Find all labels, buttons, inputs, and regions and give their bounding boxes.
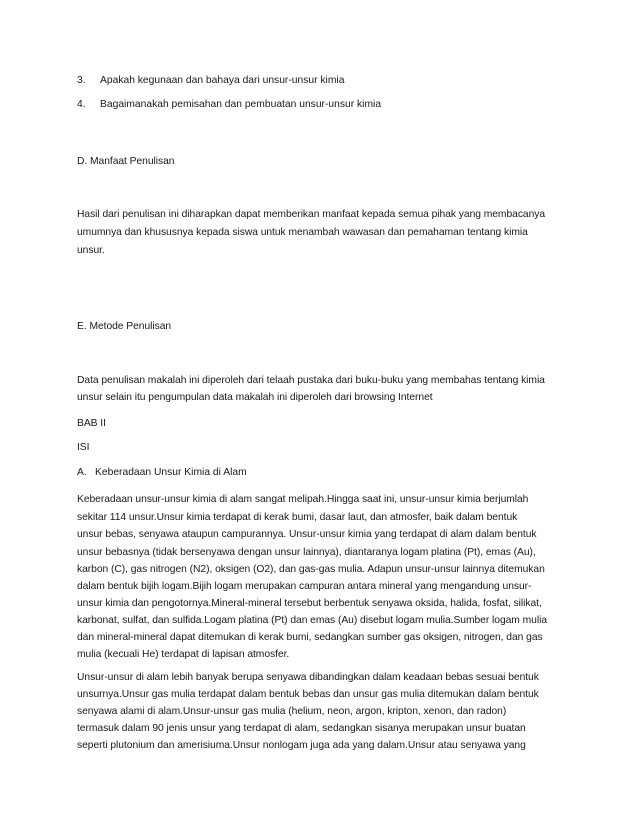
paragraph-line: dalam bentuk bijih logam.Bijih logam merupakan campuran antara mineral yang mengandung unsur- [77, 581, 532, 592]
section-a-letter: A. [77, 467, 87, 478]
paragraph-line: dan mineral-mineral dapat ditemukan di kerak bumi, sedangkan sumber gas oksigen, nitrogen, dan gas [77, 632, 543, 643]
list-item-text: Bagaimanakah pemisahan dan pembuatan unsur-unsur kimia [100, 99, 382, 110]
paragraph-line: unsur bebasnya (tidak bersenyawa dengan unsur lainnya), diantaranya logam platina (Pt), emas (Au), [77, 547, 536, 558]
paragraph-line: Unsur-unsur di alam lebih banyak berupa senyawa dibandingkan dalam keadaan bebas sesuai bentuk [77, 672, 539, 683]
section-e-line: Data penulisan makalah ini diperoleh dari telaah pustaka dari buku-buku yang membahas tentang kimia [77, 375, 545, 386]
paragraph-line: senyawa alami di alam.Unsur-unsur gas mulia (helium, neon, argon, kripton, xenon, dan radon) [77, 706, 507, 717]
paragraph-line: unsur bebas, senyawa ataupun campurannya. Unsur-unsur kimia yang terdapat di alam dalam bentuk [77, 529, 537, 540]
section-e-line: unsur selain itu pengumpulan data makalah ini diperoleh dari browsing Internet [77, 392, 433, 403]
paragraph-line: sekitar 114 unsur.Unsur kimia terdapat di kerak bumi, dasar laut, dan atmosfer, baik dalam bentuk [77, 512, 518, 523]
list-item-number: 3. [77, 75, 86, 86]
paragraph-line: karbonat, sulfat, dan sulfida.Logam platina (Pt) dan emas (Au) disebut logam mulia.Sumber logam mulia [77, 615, 547, 626]
section-d-line: unsur. [77, 245, 105, 256]
chapter-subtitle: ISI [77, 442, 90, 453]
paragraph-line: unsur kimia dan pengotornya.Mineral-mineral tersebut berbentuk senyawa oksida, halida, fosfat, silikat, [77, 598, 542, 609]
paragraph-line: karbon (C), gas nitrogen (N2), oksigen (O2), dan gas-gas mulia. Adapun unsur-unsur lainnya ditemukan [77, 564, 545, 575]
paragraph-line: seperti plutonium dan amerisiuma.Unsur nonlogam juga ada yang dalam.Unsur atau senyawa yang [77, 740, 526, 751]
section-a-heading: Keberadaan Unsur Kimia di Alam [95, 467, 247, 478]
paragraph-line: mulia (kecuali He) terdapat di lapisan atmosfer. [77, 649, 290, 660]
paragraph-line: unsurnya.Unsur gas mulia terdapat dalam bentuk bebas dan unsur gas mulia ditemukan dalam bentuk [77, 689, 539, 700]
paragraph-line: Keberadaan unsur-unsur kimia di alam sangat melipah.Hingga saat ini, unsur-unsur kimia berjumlah [77, 494, 529, 505]
list-item-text: Apakah kegunaan dan bahaya dari unsur-unsur kimia [100, 75, 345, 86]
chapter-title: BAB II [77, 418, 106, 429]
list-item-number: 4. [77, 99, 86, 110]
paragraph-line: termasuk dalam 90 jenis unsur yang terdapat di alam, sedangkan sisanya merupakan unsur buatan [77, 723, 526, 734]
section-d-line: Hasil dari penulisan ini diharapkan dapat memberikan manfaat kepada semua pihak yang membacanya [77, 209, 546, 220]
section-d-line: umumnya dan khususnya kepada siswa untuk menambah wawasan dan pemahaman tentang kimia [77, 227, 528, 238]
section-d-heading: D. Manfaat Penulisan [77, 156, 175, 167]
section-e-heading: E. Metode Penulisan [77, 321, 172, 332]
